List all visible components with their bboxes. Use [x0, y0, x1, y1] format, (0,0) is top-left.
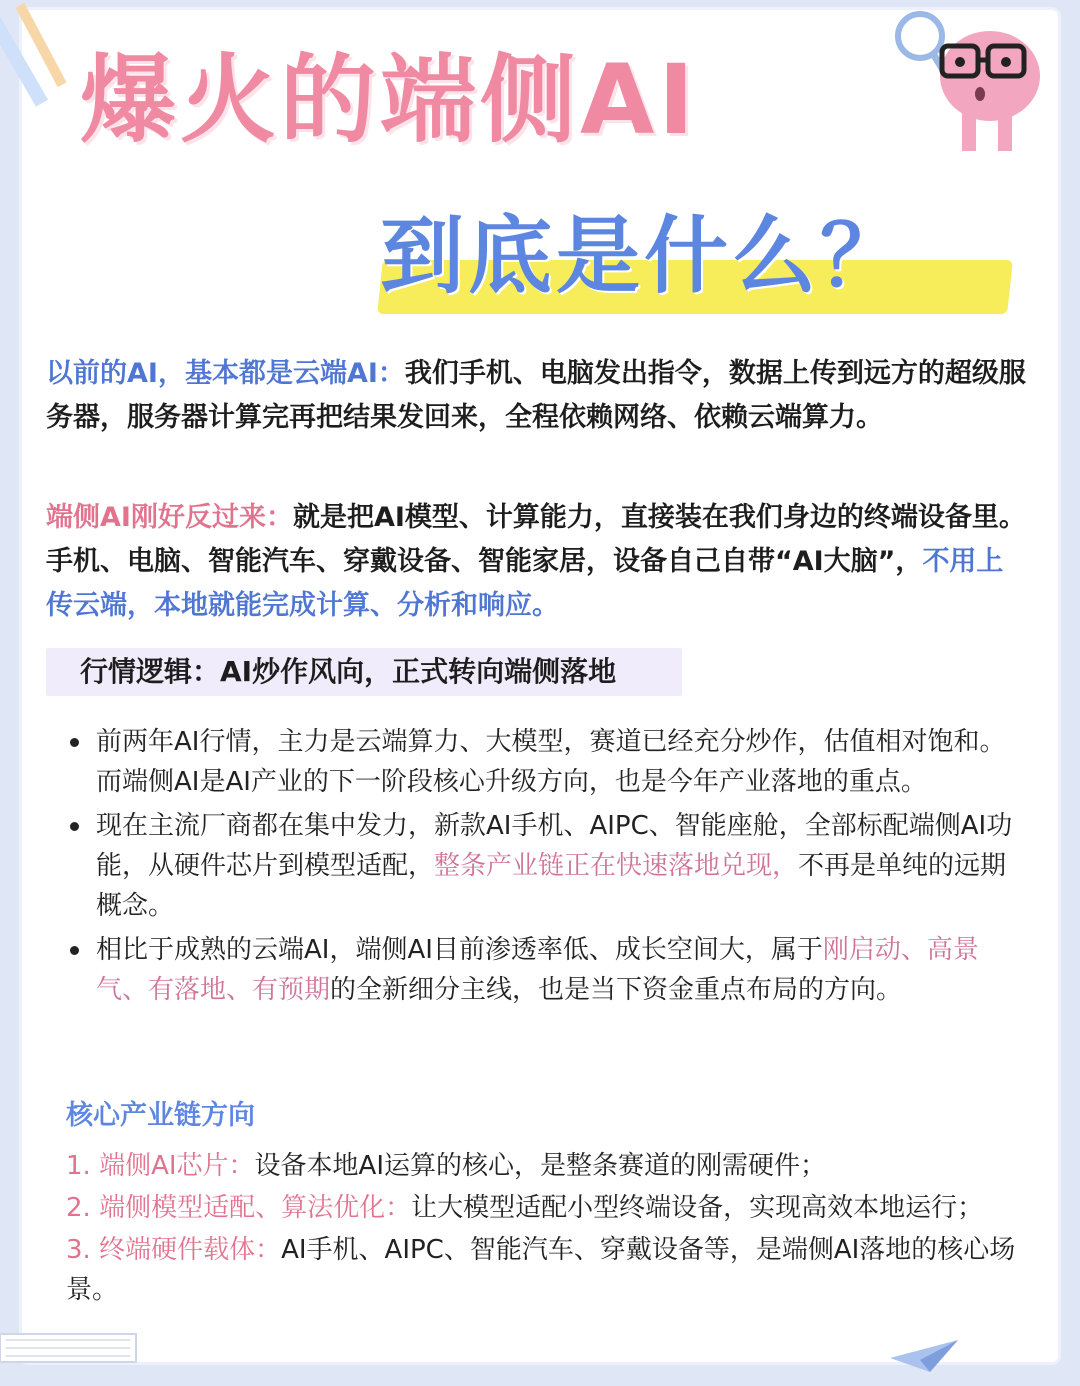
- bullet-text: 相比于成熟的云端AI，端侧AI目前渗透率低、成长空间大，属于: [96, 935, 823, 965]
- subtitle-block: [380, 207, 909, 305]
- chain-text: 设备本地AI运算的核心，是整条赛道的刚需硬件；: [254, 1151, 826, 1181]
- list-item: [60, 722, 1020, 802]
- chain-label: 3. 终端硬件载体：: [66, 1235, 282, 1265]
- list-item: [60, 930, 1020, 1010]
- bullet-text: 现在主流厂商都在集中发力，新款AI手机、AIPC、智能座舱，全部标配端侧AI功能，从硬件芯片到模型适配，: [96, 811, 1013, 881]
- book-icon: [0, 1330, 140, 1366]
- edge-highlight: 不用上传云端，本地就能完成计算、分析和响应。: [46, 546, 1004, 621]
- chain-text: AI手机、AIPC、智能汽车、穿戴设备等，是端侧AI落地的核心场景。: [66, 1235, 1016, 1305]
- bullet-text: 的全新细分主线，也是当下资金重点布局的方向。: [330, 975, 903, 1005]
- chain-label: 1. 端侧AI芯片：: [66, 1151, 255, 1181]
- chain-text: 让大模型适配小型终端设备，实现高效本地运行；: [411, 1193, 984, 1223]
- chain-title: 核心产业链方向: [66, 1100, 255, 1131]
- logic-bullet-list: [60, 722, 1020, 1014]
- brain-mascot-icon: [880, 6, 1050, 176]
- intro-edge-paragraph: [46, 496, 1026, 628]
- edge-label: 端侧AI刚好反过来：: [46, 502, 293, 533]
- cloud-label: 以前的AI，基本都是云端AI：: [46, 358, 405, 389]
- list-item: [60, 806, 1020, 926]
- bullet-highlight: 刚启动、高景气、有落地、有预期: [96, 935, 979, 1005]
- bullet-highlight: 整条产业链正在快速落地兑现，: [434, 851, 799, 881]
- edge-text: 就是把AI模型、计算能力，直接装在我们身边的终端设备里。手机、电脑、智能汽车、穿戴设备、智能家居，设备自己自带“AI大脑”，: [46, 502, 1026, 577]
- list-item: [66, 1230, 1036, 1310]
- chain-label: 2. 端侧模型适配、算法优化：: [66, 1193, 412, 1223]
- chain-list: [66, 1146, 1036, 1312]
- section-title: 行情逻辑：AI炒作风向，正式转向端侧落地: [80, 655, 617, 688]
- cloud-text: 我们手机、电脑发出指令，数据上传到远方的超级服务器，服务器计算完再把结果发回来，全程依赖网络、依赖云端算力。: [46, 358, 1026, 433]
- list-item: [66, 1146, 1036, 1186]
- bullet-text: 不再是单纯的远期概念。: [96, 851, 1007, 921]
- bullet-text: 前两年AI行情，主力是云端算力、大模型，赛道已经充分炒作，估值相对饱和。而端侧AI是AI产业的下一阶段核心升级方向，也是今年产业落地的重点。: [96, 727, 1006, 797]
- main-title: 爆火的端侧AI: [80, 44, 699, 156]
- intro-cloud-paragraph: [46, 352, 1026, 440]
- pencil-decoration-icon: [0, 0, 90, 120]
- list-item: [66, 1188, 1036, 1228]
- subtitle: 到底是什么？: [380, 207, 909, 305]
- paper-plane-icon: [890, 1338, 960, 1374]
